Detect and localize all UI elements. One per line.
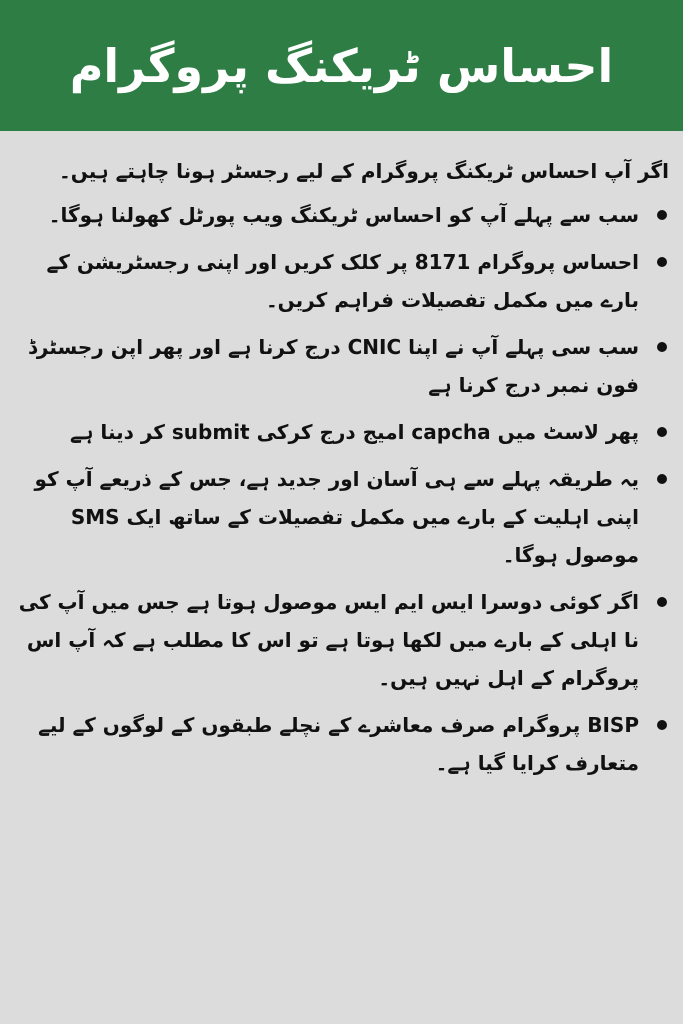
list-item-text: احساس پروگرام 8171 پر کلک کریں اور اپنی رجسٹریشن کے بارے میں مکمل تفصیلات فراہم کریں۔ <box>46 250 639 312</box>
list-item <box>18 583 669 697</box>
list-item-text: سب سی پہلے آپ نے اپنا CNIC درج کرنا ہے اور پھر اپن رجسٹرڈ فون نمبر درج کرنا ہے <box>28 335 639 397</box>
bullet-icon <box>657 257 667 267</box>
bullet-icon <box>657 720 667 730</box>
bullet-icon <box>657 597 667 607</box>
bullet-icon <box>657 474 667 484</box>
list-item-text: یہ طریقہ پہلے سے ہی آسان اور جدید ہے، جس کے ذریعے آپ کو اپنی اہلیت کے بارے میں مکمل تفصیلات کے ساتھ ایک SMS موصول ہوگا۔ <box>34 467 639 567</box>
list-item-text: سب سے پہلے آپ کو احساس ٹریکنگ ویب پورٹل کھولنا ہوگا۔ <box>48 203 639 227</box>
page-title: احساس ٹریکنگ پروگرام <box>69 38 614 93</box>
header-banner <box>0 0 683 131</box>
bullet-icon <box>657 210 667 220</box>
list-item <box>18 328 669 404</box>
bullet-list <box>18 196 669 782</box>
list-item-text: اگر کوئی دوسرا ایس ایم ایس موصول ہوتا ہے جس میں آپ کی نا اہلی کے بارے میں لکھا ہوتا ہے تو اس کا مطلب ہے کہ آپ اس پروگرام کے اہل نہیں ہیں۔ <box>18 590 639 690</box>
list-item <box>18 243 669 319</box>
article-body <box>18 152 669 791</box>
list-item <box>18 413 669 451</box>
list-item <box>18 706 669 782</box>
list-item-text: BISP پروگرام صرف معاشرے کے نچلے طبقوں کے لوگوں کے لیے متعارف کرایا گیا ہے۔ <box>38 713 639 775</box>
bullet-icon <box>657 427 667 437</box>
bullet-icon <box>657 342 667 352</box>
intro-text: اگر آپ احساس ٹریکنگ پروگرام کے لیے رجسٹر ہونا چاہتے ہیں۔ <box>59 159 669 183</box>
list-item <box>18 460 669 574</box>
list-item-text: پھر لاسٹ میں capcha امیج درج کرکی submit کر دینا ہے <box>70 420 639 444</box>
list-item <box>18 196 669 234</box>
